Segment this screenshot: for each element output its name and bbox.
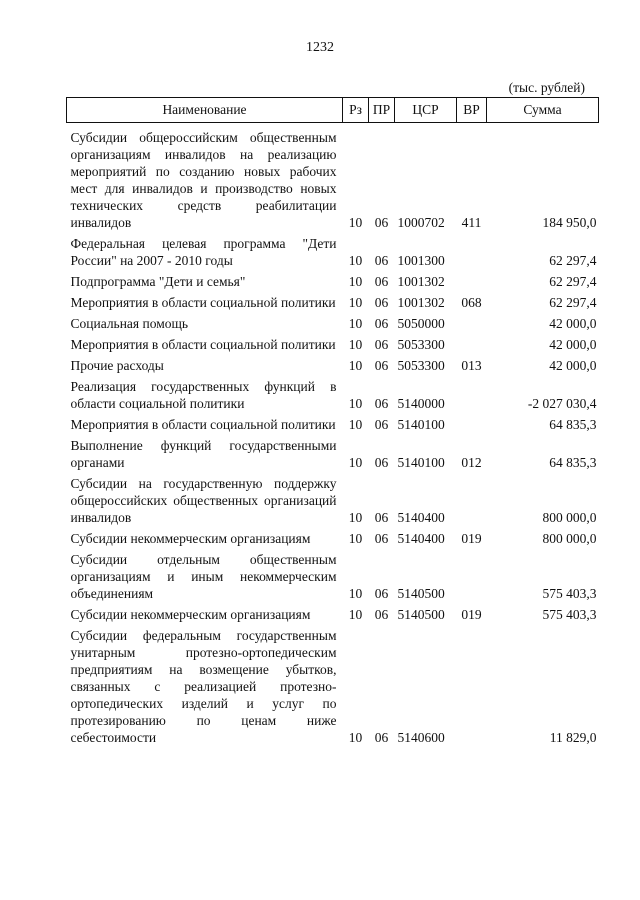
row-vr [457, 315, 487, 336]
col-header-vr: ВР [457, 98, 487, 123]
row-pr: 06 [374, 316, 389, 331]
row-vr [457, 416, 487, 437]
row-rz: 10 [348, 316, 363, 331]
row-name: Мероприятия в области социальной политики [70, 295, 336, 310]
table-row [67, 475, 599, 530]
row-rz: 10 [348, 455, 363, 470]
page-number: 1232 [306, 40, 334, 55]
row-vr [457, 378, 487, 416]
row-csr: 5140400 [397, 510, 445, 525]
row-csr: 5140500 [397, 607, 445, 622]
row-csr: 5140600 [397, 730, 445, 745]
row-vr [457, 475, 487, 530]
row-rz: 10 [348, 253, 363, 268]
row-csr: 5053300 [397, 358, 445, 373]
table-row [67, 357, 599, 378]
units-label: (тыс. рублей) [508, 80, 585, 95]
row-sum: 42 000,0 [549, 337, 597, 352]
row-name: Субсидии федеральным государственным унитарным протезно-ортопедическим предприятиям на возмещение убытков, связанных с реализацией протезно-ортопедических изделий и услуг по протезированию по ценам ниже себестоимости [70, 628, 337, 745]
table-row [67, 123, 599, 236]
row-pr: 06 [374, 215, 389, 230]
row-csr: 1000702 [397, 215, 445, 230]
row-csr: 5140100 [397, 417, 445, 432]
row-sum: 64 835,3 [549, 455, 597, 470]
row-csr: 5140500 [397, 586, 445, 601]
row-sum: 800 000,0 [542, 510, 597, 525]
row-rz: 10 [348, 358, 363, 373]
row-vr: 012 [461, 455, 482, 470]
row-rz: 10 [348, 337, 363, 352]
row-pr: 06 [374, 396, 389, 411]
table-row [67, 437, 599, 475]
row-sum: 62 297,4 [549, 295, 597, 310]
row-sum: 575 403,3 [542, 607, 597, 622]
row-pr: 06 [374, 455, 389, 470]
row-sum: -2 027 030,4 [527, 396, 597, 411]
table-row [67, 416, 599, 437]
col-header-sum: Сумма [487, 98, 599, 123]
row-rz: 10 [348, 274, 363, 289]
table-row [67, 336, 599, 357]
row-name: Субсидии общероссийским общественным организациям инвалидов на реализацию мероприятий по созданию новых рабочих мест для инвалидов и производство новых технических средств реабилитации инвалидов [70, 130, 337, 230]
col-header-csr: ЦСР [395, 98, 457, 123]
row-name: Субсидии отдельным общественным организациям и иным некоммерческим объединениям [70, 552, 337, 601]
row-vr [457, 551, 487, 606]
table-body [67, 123, 599, 751]
row-sum: 42 000,0 [549, 358, 597, 373]
row-sum: 64 835,3 [549, 417, 597, 432]
row-name: Выполнение функций государственными органами [70, 438, 337, 470]
row-sum: 11 829,0 [549, 730, 597, 745]
row-csr: 5140400 [397, 531, 445, 546]
row-rz: 10 [348, 396, 363, 411]
row-name: Мероприятия в области социальной политики [70, 337, 336, 352]
table-header-row [67, 98, 599, 123]
row-rz: 10 [348, 586, 363, 601]
row-vr: 411 [461, 215, 482, 230]
table-row [67, 294, 599, 315]
row-csr: 1001302 [397, 295, 445, 310]
row-pr: 06 [374, 337, 389, 352]
row-rz: 10 [348, 531, 363, 546]
row-vr [457, 336, 487, 357]
row-rz: 10 [348, 607, 363, 622]
row-sum: 42 000,0 [549, 316, 597, 331]
row-csr: 1001300 [397, 253, 445, 268]
row-sum: 184 950,0 [542, 215, 597, 230]
row-rz: 10 [348, 215, 363, 230]
row-name: Мероприятия в области социальной политики [70, 417, 336, 432]
table-row [67, 235, 599, 273]
row-vr: 013 [461, 358, 482, 373]
row-pr: 06 [374, 274, 389, 289]
row-vr [457, 627, 487, 750]
row-rz: 10 [348, 510, 363, 525]
row-csr: 5050000 [397, 316, 445, 331]
row-name: Субсидии на государственную поддержку общероссийских общественных организаций инвалидов [70, 476, 337, 525]
row-sum: 62 297,4 [549, 253, 597, 268]
row-name: Субсидии некоммерческим организациям [70, 531, 311, 546]
row-pr: 06 [374, 358, 389, 373]
table-row [67, 530, 599, 551]
table-row [67, 606, 599, 627]
col-header-pr: ПР [369, 98, 395, 123]
row-sum: 800 000,0 [542, 531, 597, 546]
row-pr: 06 [374, 607, 389, 622]
row-name: Подпрограмма "Дети и семья" [70, 274, 246, 289]
row-vr: 019 [461, 531, 482, 546]
row-pr: 06 [374, 253, 389, 268]
row-sum: 575 403,3 [542, 586, 597, 601]
row-name: Социальная помощь [70, 316, 189, 331]
row-vr: 068 [461, 295, 482, 310]
row-rz: 10 [348, 295, 363, 310]
row-pr: 06 [374, 730, 389, 745]
row-name: Субсидии некоммерческим организациям [70, 607, 311, 622]
row-name: Реализация государственных функций в области социальной политики [70, 379, 337, 411]
row-name: Федеральная целевая программа "Дети России" на 2007 - 2010 годы [70, 236, 337, 268]
row-pr: 06 [374, 417, 389, 432]
row-sum: 62 297,4 [549, 274, 597, 289]
table-row [67, 551, 599, 606]
row-pr: 06 [374, 295, 389, 310]
budget-table [66, 97, 599, 750]
table-row [67, 315, 599, 336]
table-row [67, 627, 599, 750]
row-vr: 019 [461, 607, 482, 622]
row-vr [457, 273, 487, 294]
col-header-rz: Рз [343, 98, 369, 123]
row-name: Прочие расходы [70, 358, 164, 373]
row-csr: 5140100 [397, 455, 445, 470]
row-vr [457, 235, 487, 273]
table-row [67, 273, 599, 294]
table-row [67, 378, 599, 416]
row-pr: 06 [374, 510, 389, 525]
col-header-name: Наименование [67, 98, 343, 123]
row-csr: 5140000 [397, 396, 445, 411]
row-csr: 1001302 [397, 274, 445, 289]
row-pr: 06 [374, 586, 389, 601]
row-pr: 06 [374, 531, 389, 546]
row-csr: 5053300 [397, 337, 445, 352]
row-rz: 10 [348, 417, 363, 432]
row-rz: 10 [348, 730, 363, 745]
